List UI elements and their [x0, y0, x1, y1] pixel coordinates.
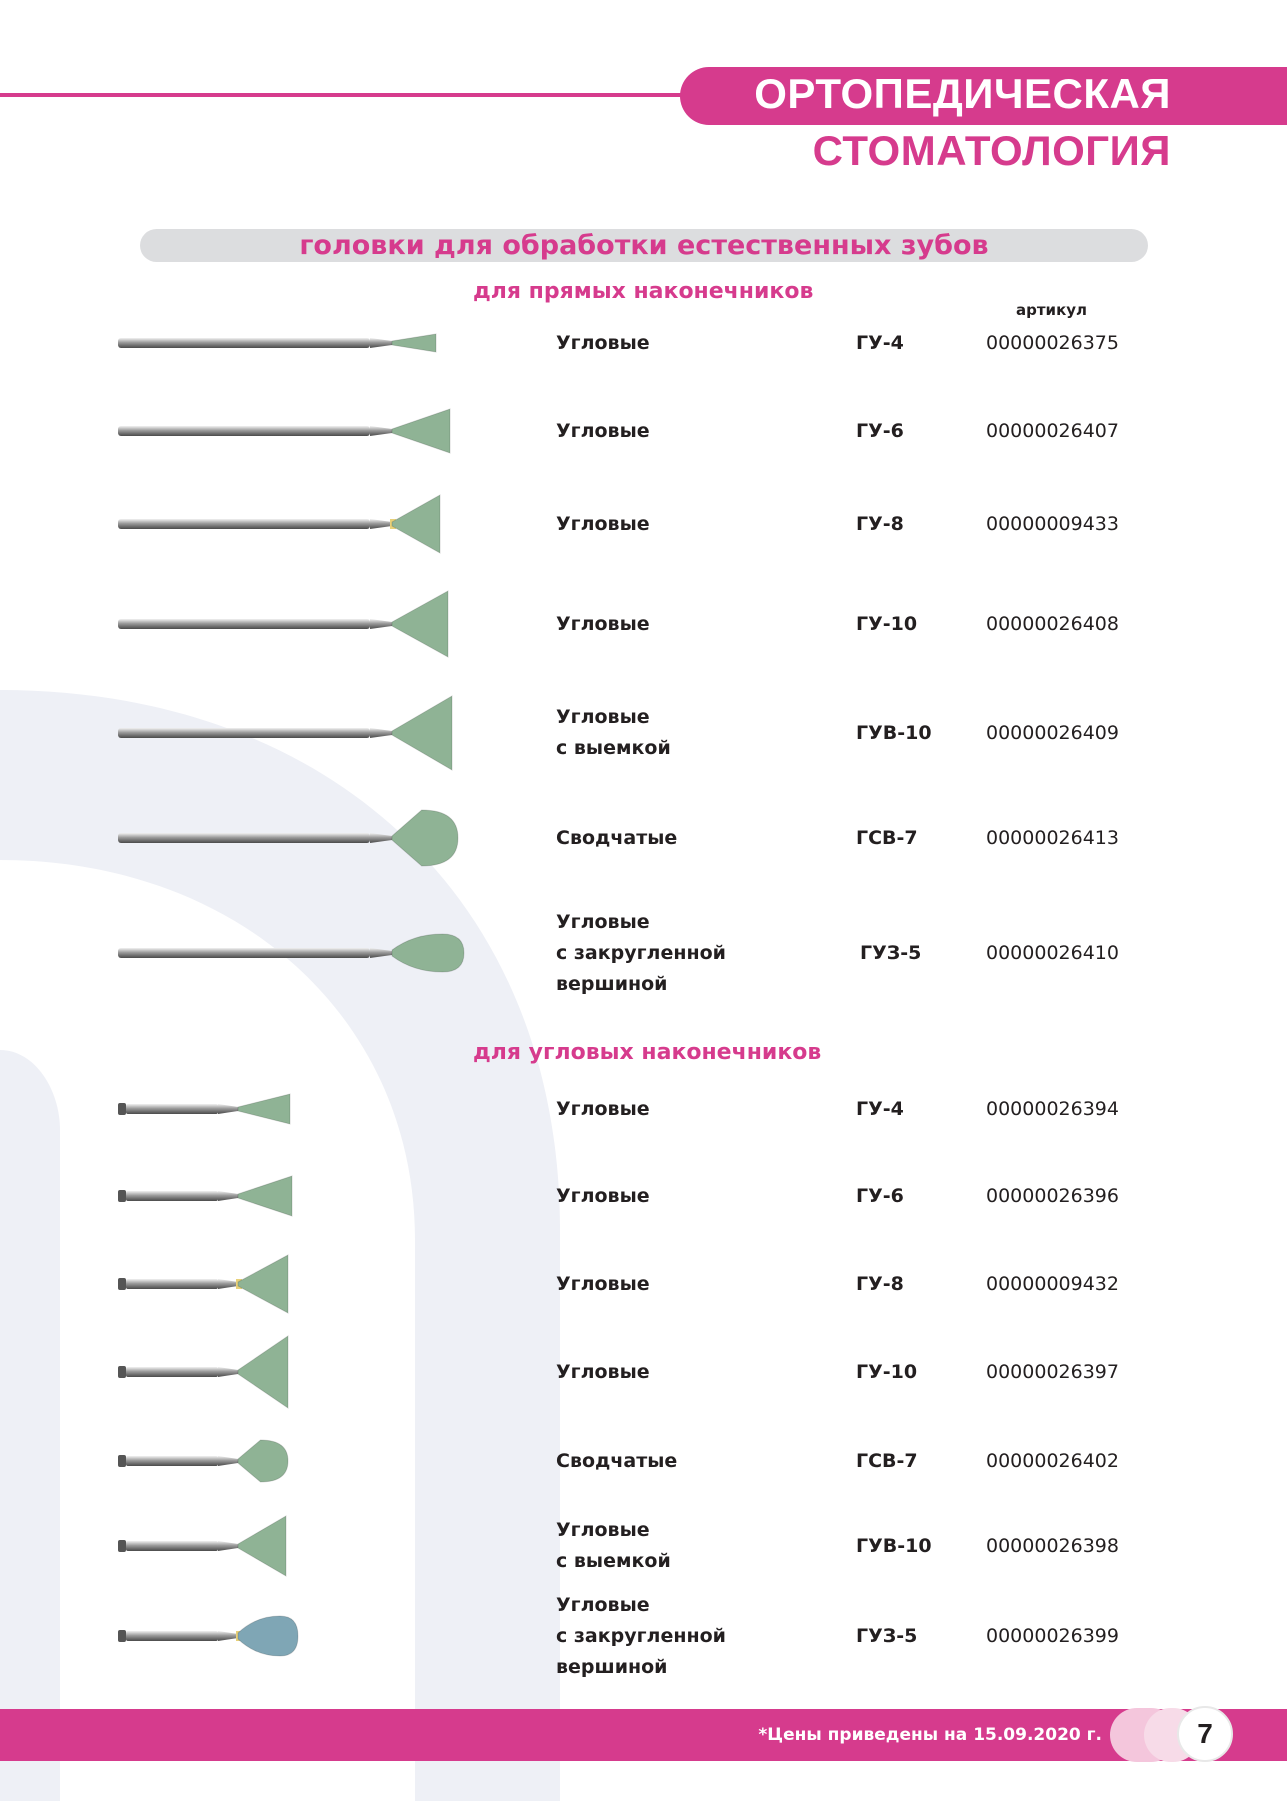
- bur-stone: [392, 696, 452, 770]
- product-code: ГУ-6: [856, 1185, 904, 1207]
- product-name: Угловые: [556, 1097, 650, 1120]
- product-name: Угловые с выемкой: [556, 706, 671, 759]
- product-article: 00000009433: [986, 513, 1119, 535]
- bur-stone: [392, 810, 458, 866]
- bur-stone: [238, 1440, 288, 1482]
- bur-neck: [218, 1104, 238, 1114]
- bur-stone: [238, 1176, 292, 1216]
- product-article: 00000026409: [986, 722, 1119, 744]
- bur-neck: [218, 1191, 238, 1201]
- bur-neck: [218, 1631, 238, 1641]
- bur-shaft: [118, 948, 370, 958]
- bur-stone: [238, 1336, 288, 1408]
- bur-image: [0, 1612, 308, 1660]
- bur-neck: [218, 1279, 238, 1289]
- bur-shaft: [118, 519, 370, 529]
- bur-neck: [370, 728, 392, 738]
- bur-neck: [218, 1456, 238, 1466]
- bur-image: [0, 1172, 302, 1220]
- bur-latch: [118, 1190, 126, 1202]
- bur-shaft: [126, 1631, 218, 1641]
- bur-image: [0, 692, 462, 774]
- bur-image: [0, 1251, 298, 1317]
- bur-image: [0, 1436, 298, 1486]
- product-code: ГСВ-7: [856, 1450, 918, 1472]
- bur-latch: [118, 1630, 126, 1642]
- product-code: ГСВ-7: [856, 827, 918, 849]
- product-name: Угловые с закругленной вершиной: [556, 910, 726, 995]
- product-name: Угловые с закругленной вершиной: [556, 1593, 726, 1678]
- product-article: 00000026398: [986, 1535, 1119, 1557]
- product-name: Угловые: [556, 331, 650, 354]
- bur-stone: [238, 1094, 290, 1124]
- group-title-angled: для угловых наконечников: [473, 1040, 822, 1065]
- product-name: Угловые: [556, 419, 650, 442]
- product-article: 00000026375: [986, 332, 1119, 354]
- bur-neck: [370, 833, 392, 843]
- bur-neck: [218, 1541, 238, 1551]
- page-title-line2: СТОМАТОЛОГИЯ: [812, 127, 1171, 174]
- product-code: ГУ-8: [856, 513, 904, 535]
- bur-shaft: [126, 1456, 218, 1466]
- page-number: 7: [1177, 1706, 1233, 1762]
- bur-latch: [118, 1366, 126, 1378]
- product-name: Угловые: [556, 612, 650, 635]
- product-code: ГУ-4: [856, 1098, 904, 1120]
- product-code: ГУВ-10: [856, 1535, 932, 1557]
- bur-shaft: [118, 338, 370, 348]
- bur-shaft: [126, 1367, 218, 1377]
- bur-stone: [392, 409, 450, 453]
- product-code: ГУ-10: [856, 613, 918, 635]
- bur-image: [0, 587, 458, 661]
- bur-neck: [370, 426, 392, 436]
- bur-neck: [370, 338, 392, 348]
- product-name: Угловые с выемкой: [556, 1519, 671, 1572]
- product-article: 00000026394: [986, 1098, 1119, 1120]
- bur-neck: [370, 948, 392, 958]
- product-article: 00000026410: [986, 942, 1119, 964]
- group-title-straight: для прямых наконечников: [473, 279, 814, 304]
- bur-shaft: [126, 1541, 218, 1551]
- product-article: 00000026399: [986, 1625, 1119, 1647]
- section-title: головки для обработки естественных зубов: [299, 230, 989, 261]
- product-code: ГУВ-10: [856, 722, 932, 744]
- bur-latch: [118, 1103, 126, 1115]
- bur-image: [0, 491, 450, 557]
- bur-shaft: [118, 728, 370, 738]
- bur-latch: [118, 1455, 126, 1467]
- product-code: ГУ-4: [856, 332, 904, 354]
- bur-image: [0, 1090, 300, 1128]
- bur-neck: [218, 1367, 238, 1377]
- product-code: ГУ-10: [856, 1361, 918, 1383]
- product-name: Угловые: [556, 512, 650, 535]
- bur-stone: [392, 334, 436, 352]
- bur-stone: [392, 934, 464, 972]
- product-code: ГУЗ-5: [856, 1625, 918, 1647]
- bur-image: [0, 405, 460, 457]
- bur-latch: [118, 1278, 126, 1290]
- product-name: Угловые: [556, 1360, 650, 1383]
- product-name: Угловые: [556, 1272, 650, 1295]
- bur-shaft: [126, 1191, 218, 1201]
- product-article: 00000026402: [986, 1450, 1119, 1472]
- product-name: Сводчатые: [556, 1449, 678, 1472]
- product-code: ГУЗ-5: [860, 942, 922, 964]
- product-article: 00000009432: [986, 1273, 1119, 1295]
- product-name: Угловые: [556, 1184, 650, 1207]
- bur-shaft: [118, 619, 370, 629]
- bur-image: [0, 930, 474, 976]
- product-article: 00000026407: [986, 420, 1119, 442]
- bur-image: [0, 329, 446, 357]
- product-code: ГУ-8: [856, 1273, 904, 1295]
- product-name: Сводчатые: [556, 826, 678, 849]
- price-note: *Цены приведены на 15.09.2020 г.: [758, 1725, 1102, 1745]
- bur-image: [0, 806, 468, 870]
- product-article: 00000026413: [986, 827, 1119, 849]
- page-title-line1: ОРТОПЕДИЧЕСКАЯ: [754, 70, 1171, 117]
- bur-shaft: [126, 1279, 218, 1289]
- bur-shaft: [126, 1104, 218, 1114]
- product-article: 00000026396: [986, 1185, 1119, 1207]
- bur-shaft: [118, 426, 370, 436]
- bur-stone: [392, 591, 448, 657]
- bur-latch: [118, 1540, 126, 1552]
- bur-stone: [238, 1255, 288, 1313]
- product-code: ГУ-6: [856, 420, 904, 442]
- product-article: 00000026397: [986, 1361, 1119, 1383]
- bur-stone: [238, 1516, 286, 1576]
- bur-stone: [238, 1616, 298, 1656]
- bur-image: [0, 1512, 296, 1580]
- article-column-header: артикул: [1016, 301, 1088, 319]
- bur-neck: [370, 519, 392, 529]
- bur-stone: [392, 495, 440, 553]
- bur-shaft: [118, 833, 370, 843]
- product-article: 00000026408: [986, 613, 1119, 635]
- bur-image: [0, 1332, 298, 1412]
- bur-neck: [370, 619, 392, 629]
